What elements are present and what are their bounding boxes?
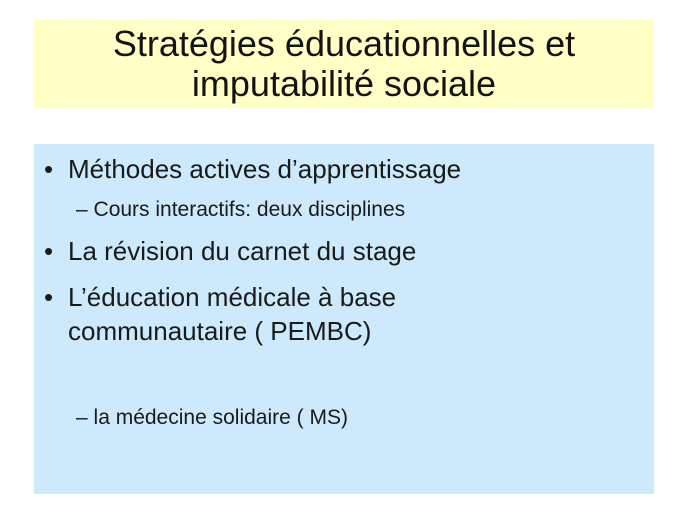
bullet-icon: • bbox=[44, 282, 54, 312]
bullet-icon: • bbox=[44, 236, 54, 266]
sub-item-medecine bbox=[76, 404, 348, 432]
bullet-item-methodes bbox=[44, 152, 644, 186]
slide-content bbox=[34, 144, 654, 494]
bullet-text: La révision du carnet du stage bbox=[68, 236, 417, 266]
dash-icon: – bbox=[76, 406, 88, 429]
bullet-text-line-2: communautaire ( PEMBC) bbox=[68, 316, 372, 346]
dash-icon: – bbox=[76, 198, 88, 221]
sub-item-cours bbox=[76, 196, 405, 224]
slide-title-line-2: imputabilité sociale bbox=[191, 63, 497, 104]
bullet-item-education bbox=[44, 280, 644, 350]
bullet-text-line-1: L’éducation médicale à base bbox=[68, 282, 397, 312]
sub-item-text: Cours interactifs: deux disciplines bbox=[93, 198, 406, 221]
bullet-text: Méthodes actives d’apprentissage bbox=[68, 154, 462, 184]
bullet-item-revision bbox=[44, 234, 644, 268]
bullet-icon: • bbox=[44, 154, 54, 184]
slide-title bbox=[34, 20, 654, 108]
sub-item-text: la médecine solidaire ( MS) bbox=[93, 406, 348, 429]
slide-title-line-1: Stratégies éducationnelles et bbox=[112, 23, 576, 64]
